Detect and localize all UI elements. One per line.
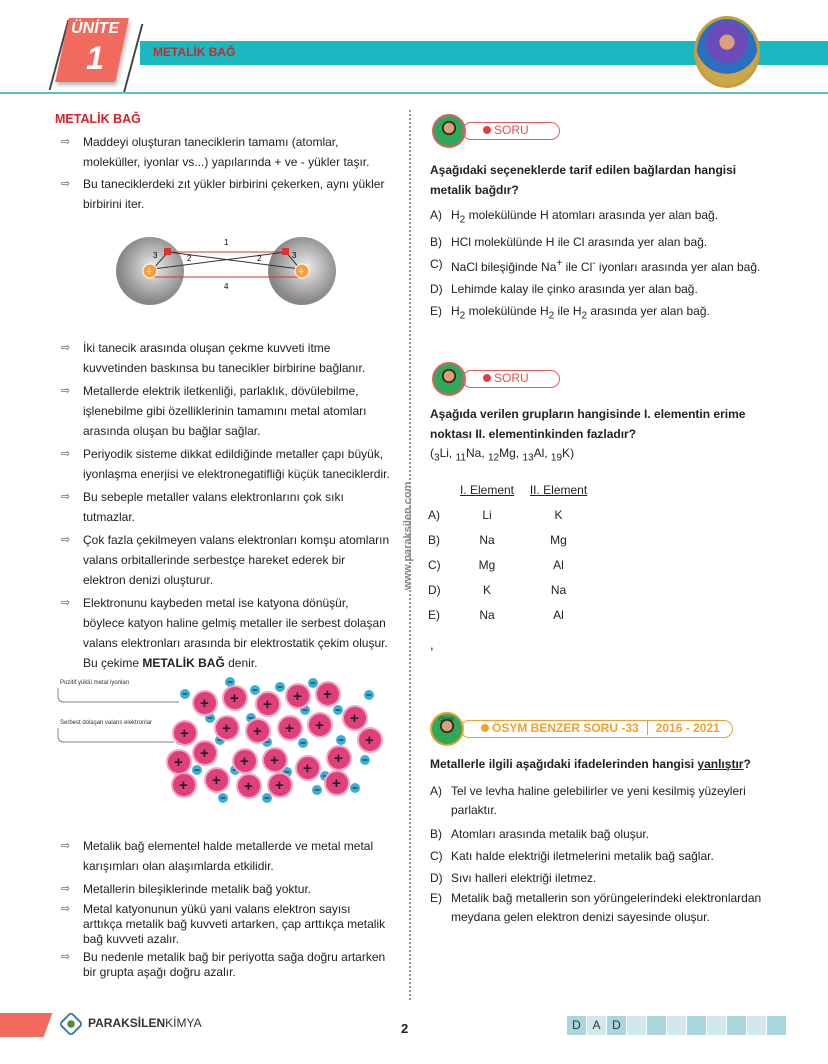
option-e[interactable]: E) Metalik bağ metallerin son yörüngelerindeki elektronlardan meydana gelen elektron denizi sayesinde oluşur. [430,891,762,924]
option-a[interactable]: A) $H_2$ molekülünde H atomları arasında yer alan bağ. [430,208,719,226]
header-title: METALİK BAĞ [153,45,236,59]
cell: K [554,507,563,522]
page-number: 2 [401,1021,409,1036]
svg-text:+: + [146,266,153,278]
plus-sign: + [179,777,188,794]
answer-box [747,1016,766,1035]
table-row[interactable] [428,577,596,602]
unit-label: ÜNİTE [71,20,119,37]
metal-lattice-diagram [55,670,395,810]
arrow-icon: ⇨ [61,491,71,503]
answer-box [727,1016,746,1035]
answer-box: D [567,1016,586,1035]
col-header: I. Element [459,482,515,497]
author-avatar [694,16,760,88]
bullets-mid [55,338,390,673]
arrow-icon: ⇨ [61,534,71,546]
label-1: 1 [224,238,229,247]
plus-sign: + [350,710,359,727]
option-b[interactable]: B) Atomları arasında metalik bağ oluşur. [430,827,650,841]
plus-sign: + [230,690,239,707]
plus-sign: + [174,754,183,771]
unit-number: 1 [86,40,104,76]
cell: Li [482,507,492,522]
arrow-icon: ⇨ [61,883,71,895]
answer-key [567,1016,787,1035]
plus-sign: + [270,752,279,769]
cell: Na [550,582,567,597]
arrow-icon: ⇨ [61,136,71,148]
question-badge-2 [432,362,560,396]
section-title: METALİK BAĞ [55,112,141,126]
label-2: 2 [187,254,192,263]
arrow-icon: ⇨ [61,342,71,354]
option-a[interactable]: A) Tel ve levha haline gelebilirler ve yeni kesilmiş yüzeyleri parlaktır. [430,784,746,817]
option-c[interactable]: C) NaCl bileşiğinde Na+ ile Cl- iyonları arasında yer alan bağ. [430,257,761,275]
electron-right [282,248,289,255]
plus-sign: + [244,778,253,795]
label-2: 2 [257,254,262,263]
soru-badge: SORU [462,122,560,140]
trailing-comma: , [430,637,434,652]
plus-sign: + [275,777,284,794]
charge-interaction-diagram [110,228,340,313]
plus-sign: + [285,720,294,737]
bullet-text: Bu taneciklerdeki zıt yükler birbirini çekerken, aynı yükler birbirini iter. [83,177,385,211]
label-3: 3 [292,251,297,260]
mascot-icon: ÖSYM [430,712,464,746]
question-badge-1 [432,114,560,148]
plus-sign: + [200,745,209,762]
bullet-text: Metallerde elektrik iletkenliği, parlaklık, dövülebilme, işlenebilme gibi özelliklerinin tamamını metal atomları arasında oluşan bu bağlar sağlar. [83,384,367,438]
bullet-text: Maddeyi oluşturan taneciklerin tamamı (atomlar, moleküller, iyonlar vs...) yapılarında + ve - yükler taşır. [83,135,370,169]
lattice-label-ions: Pozitif yüklü metal iyonları [60,680,130,686]
soru-badge: SORU [462,370,560,388]
watermark-url: www.paraksilen.com [402,481,414,590]
answer-box: D [607,1016,626,1035]
brand-logo-icon [58,1011,83,1036]
arrow-icon: ⇨ [61,385,71,397]
bullet-text: İki tanecik arasında oluşan çekme kuvveti itme kuvvetinden baskınsa bu tanecikler birbirine bağlanır. [83,341,366,375]
plus-sign: + [200,695,209,712]
plus-sign: + [315,717,324,734]
question-3-text: Metallerle ilgili aşağıdaki ifadelerinden hangisi yanlıştır? [430,757,751,771]
arrow-icon: ⇨ [61,903,71,915]
bullet-text: Metallerin bileşiklerinde metalik bağ yoktur. [83,882,312,896]
plus-sign: + [323,686,332,703]
bullet-text: Bu nedenle metalik bağ bir periyotta sağa doğru artarken bir grupta aşağı doğru azalır. [83,950,386,979]
answer-box [687,1016,706,1035]
cell: Al [553,607,564,622]
question-2-text: Aşağıda verilen grupların hangisinde I. elementin erime noktası II. elementinkinden fazladır? [430,407,746,441]
mascot-icon [432,114,466,148]
osym-badge [430,712,733,746]
arrow-icon: ⇨ [61,597,71,609]
question-1-options [430,204,770,328]
bullet-text: Metalik bağ elementel halde metallerde ve metal metal karışımları olan alaşımlarda etkilidir. [83,839,374,873]
bullet-text: Periyodik sisteme dikkat edildiğinde metaller çapı büyük, iyonlaşma enerjisi ve elektronegatifliği küçük taneciklerdir. [83,447,390,481]
option-d[interactable]: D) Sıvı halleri elektriği iletmez. [430,871,597,885]
bullet-text: Bu sebeple metaller valans elektronlarını çok sıkı tutmazlar. [83,490,344,524]
osym-badge-label: ÖSYM BENZER SORU -33 2016 - 2021 [460,720,733,738]
plus-sign: + [365,732,374,749]
plus-sign: + [253,723,262,740]
bullet-text: denir. [224,656,258,670]
option-letter: C) [428,557,441,572]
answer-box: A [587,1016,606,1035]
option-letter: B) [428,532,440,547]
plus-sign: + [293,688,302,705]
option-letter: A) [428,507,440,522]
option-c[interactable]: C) Katı halde elektriği iletmelerini metalik bağ sağlar. [430,849,714,863]
col-header: II. Element [529,482,588,497]
plus-sign: + [263,696,272,713]
arrow-icon: ⇨ [61,951,71,963]
bullets-top [55,132,390,214]
option-d[interactable]: D) Lehimde kalay ile çinko arasında yer alan bağ. [430,282,698,297]
question-1-text: Aşağıdaki seçeneklerde tarif edilen bağlardan hangisi metalik bağdır? [430,163,737,197]
cell: Mg [550,532,567,547]
cell: Al [553,557,564,572]
cell: K [482,582,491,597]
table-row[interactable] [428,527,596,552]
plus-sign: + [332,775,341,792]
option-b[interactable]: B) HCl molekülünde H ile Cl arasında yer alan bağ. [430,235,708,250]
answer-box [767,1016,786,1035]
table-row[interactable] [428,552,596,577]
brand-name: PARAKSİLENKİMYA [88,1016,202,1030]
cell: Na [479,532,495,547]
option-letter: D) [428,582,441,597]
option-e[interactable]: E) $H_2$ molekülünde $H_2$ ile $H_2$ arasında yer alan bağ. [430,304,710,322]
element-formula: ($_3Li$, $_{11}$Na, $_{12}$Mg, $_{13}$Al, $_{19}$K) [430,446,575,464]
plus-sign: + [240,753,249,770]
arrow-icon: ⇨ [61,840,71,852]
plus-sign: + [334,750,343,767]
plus-sign: + [212,772,221,789]
option-letter: E) [428,607,440,622]
bullet-text: Çok fazla çekilmeyen valans elektronları komşu atomların valans orbitallerinde serbestçe hareket ederek bir elektron denizi oluşturur. [83,533,390,587]
electron-left [164,248,171,255]
answer-box [647,1016,666,1035]
bullets-bottom [55,836,390,980]
header-rule [0,92,828,94]
table-row[interactable] [428,502,596,527]
question-3-options [430,782,770,927]
bullet-text: Metal katyonunun yükü yani valans elektron sayısı arttıkça metalik bağ kuvveti artarken, çap arttıkça metalik bağ kuvveti azalır. [83,902,386,946]
plus-sign: + [222,720,231,737]
mascot-icon [432,362,466,396]
arrow-icon: ⇨ [61,448,71,460]
element-table [428,477,596,627]
svg-text:+: + [298,266,305,278]
bullet-bold: METALİK BAĞ [142,656,225,670]
cell: Mg [478,557,496,572]
answer-box [627,1016,646,1035]
lattice-label-electrons: Serbest dolaşan valans elektronlar [60,720,153,726]
plus-sign: + [303,760,312,777]
arrow-icon: ⇨ [61,178,71,190]
label-4: 4 [224,282,229,291]
table-row[interactable] [428,602,596,627]
answer-box [707,1016,726,1035]
bullet-text: Elektronunu kaybeden metal ise katyona dönüşür, böylece katyon haline gelmiş metaller ile serbest dolaşan valans elektronları arasında bir elektrostatik çekim oluşur. Bu çekime [83,596,388,670]
answer-box [667,1016,686,1035]
footer-accent [0,1013,52,1037]
plus-sign: + [180,725,189,742]
label-3: 3 [153,251,158,260]
cell: Na [479,607,495,622]
